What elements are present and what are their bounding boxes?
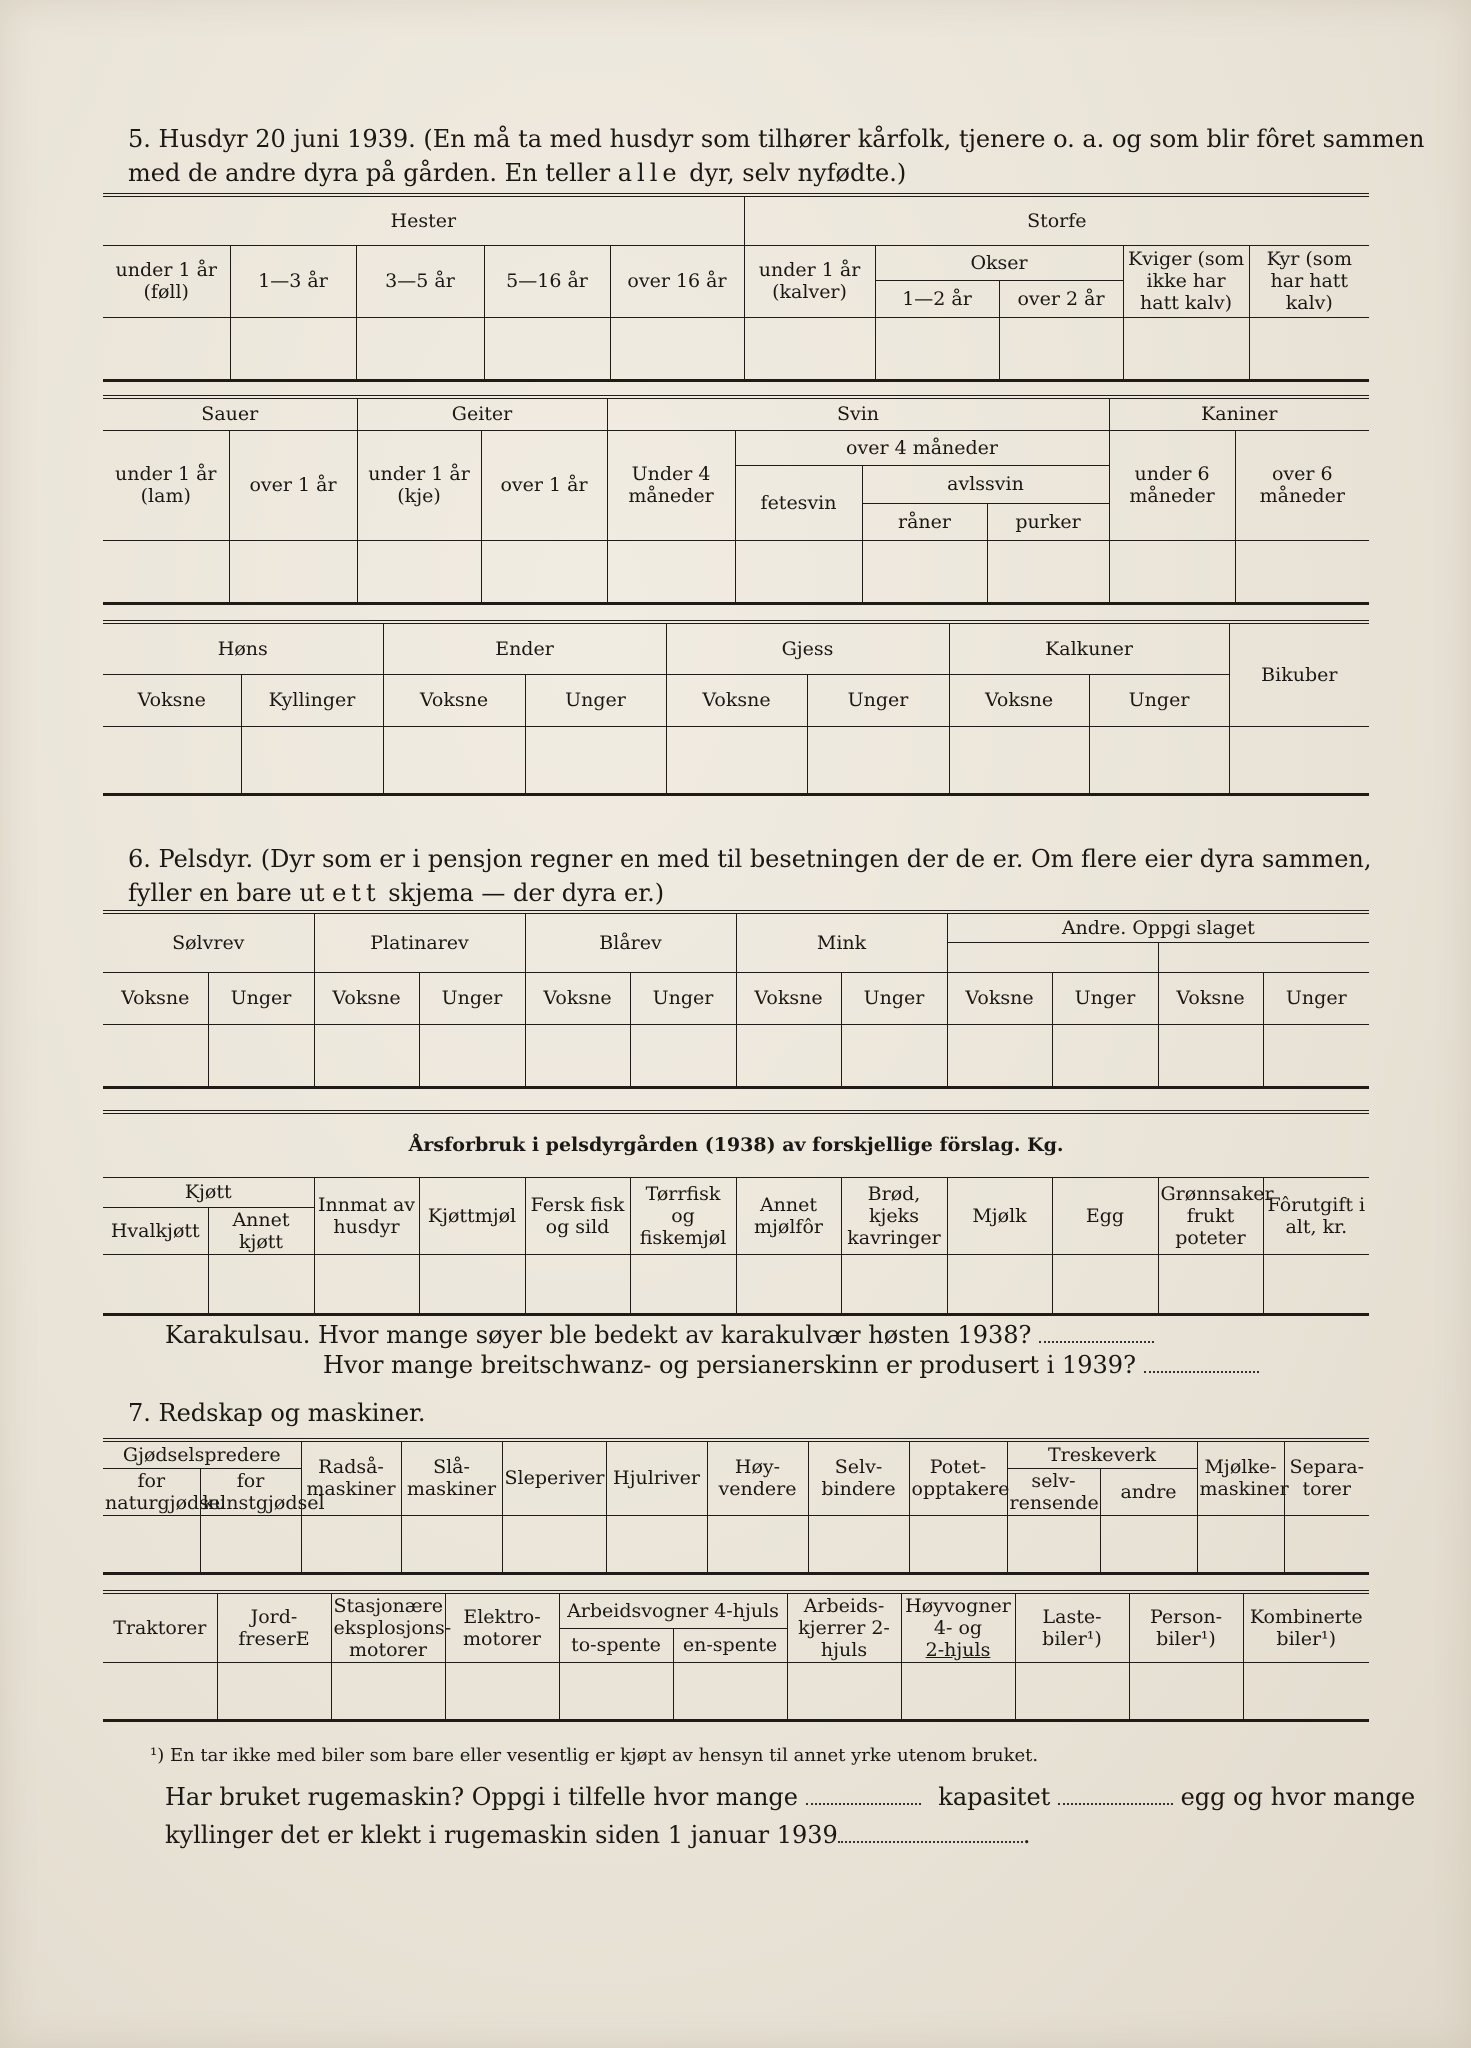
karakul-answer-2[interactable] [1144,1351,1259,1373]
header-geiter: Geiter [357,397,607,430]
col-kalkuner-voksne: Voksne [949,674,1089,726]
header-kalkuner: Kalkuner [949,622,1229,674]
footnote: ¹) En tar ikke med biler som bare eller vesentlig er kjøpt av hensyn til annet yrke utenom bruket. [150,1745,1039,1766]
col-geiter-under1: under 1 år (kje) [357,430,481,540]
col-selvbindere: Selv-bindere [808,1440,909,1515]
entry-cell[interactable] [707,1515,808,1573]
table-pelsdyr [103,910,1369,1089]
entry-cell[interactable] [229,540,357,603]
entry-cell[interactable] [1229,726,1369,794]
entry-cell[interactable] [1100,1515,1197,1573]
col-hester-1-3: 1—3 år [230,245,356,317]
header-ender: Ender [383,622,666,674]
arsforbruk-title: Årsforbruk i pelsdyrgården (1938) av forskjellige förslag. Kg. [103,1112,1369,1177]
col-okser: Okser [875,245,1123,280]
entry-cell[interactable] [1123,317,1249,380]
entry-cell[interactable] [241,726,383,794]
entry-cell[interactable] [103,1515,200,1573]
col-svin-under4: Under 4 måneder [607,430,735,540]
col-gjess-unger: Unger [807,674,949,726]
entry-cell[interactable] [841,1254,947,1314]
col-voksne: Voksne [525,972,630,1024]
entry-cell[interactable] [1015,1663,1129,1721]
header-hester: Hester [103,195,744,245]
entry-cell[interactable] [559,1663,673,1721]
col-hjulriver: Hjulriver [606,1440,707,1515]
col-personbiler: Person-biler¹) [1129,1592,1243,1663]
entry-cell[interactable] [1263,1024,1369,1087]
entry-cell[interactable] [357,540,481,603]
entry-cell[interactable] [735,540,862,603]
entry-cell[interactable] [208,1024,314,1087]
entry-cell[interactable] [630,1254,736,1314]
header-storfe: Storfe [744,195,1369,245]
entry-cell[interactable] [103,1024,208,1087]
entry-cell[interactable] [314,1254,419,1314]
col-arbeidsvogner: Arbeidsvogner 4-hjuls [559,1592,787,1628]
andre-slag-2[interactable] [1158,942,1369,972]
col-forutgift: Fôrutgift i alt, kr. [1263,1177,1369,1254]
col-ender-voksne: Voksne [383,674,525,726]
col-sauer-over1: over 1 år [229,430,357,540]
col-purker: purker [987,503,1109,540]
entry-cell[interactable] [383,726,525,794]
col-unger: Unger [1052,972,1158,1024]
col-storfe-under1: under 1 år (kalver) [744,245,875,317]
entry-cell[interactable] [862,540,987,603]
col-gjess-voksne: Voksne [666,674,807,726]
entry-cell[interactable] [610,317,744,380]
col-sla: Slå-maskiner [401,1440,502,1515]
entry-cell[interactable] [736,1024,841,1087]
entry-cell[interactable] [1158,1024,1263,1087]
col-kyr: Kyr (som har hatt kalv) [1249,245,1369,317]
col-hester-over16: over 16 år [610,245,744,317]
col-lastebiler: Laste-biler¹) [1015,1592,1129,1663]
col-kjottmjol: Kjøttmjøl [419,1177,525,1254]
entry-cell[interactable] [787,1663,901,1721]
col-arbeidskjerrer: Arbeids-kjerrer 2-hjuls [787,1592,901,1663]
entry-cell[interactable] [1197,1515,1284,1573]
entry-cell[interactable] [875,317,999,380]
col-hons-kyllinger: Kyllinger [241,674,383,726]
section-6-line2: fyller en bare ut ett skjema — der dyra er.) [128,879,665,907]
col-fetesvin: fetesvin [735,465,862,540]
entry-cell[interactable] [525,1024,630,1087]
karakul-answer-1[interactable] [1039,1321,1154,1343]
entry-cell[interactable] [666,726,807,794]
entry-cell[interactable] [807,726,949,794]
col-voksne: Voksne [947,972,1052,1024]
entry-cell[interactable] [103,726,241,794]
col-unger: Unger [841,972,947,1024]
entry-cell[interactable] [630,1024,736,1087]
header-solvrev: Sølvrev [103,912,314,972]
col-ender-unger: Unger [525,674,666,726]
col-kaniner-over6: over 6 måneder [1235,430,1369,540]
entry-cell[interactable] [525,726,666,794]
entry-cell[interactable] [1158,1254,1263,1314]
col-hons-voksne: Voksne [103,674,241,726]
entry-cell[interactable] [1243,1663,1369,1721]
col-voksne: Voksne [736,972,841,1024]
col-mjolk: Mjølk [947,1177,1052,1254]
header-blarev: Blårev [525,912,736,972]
col-stasjonaere-motorer: Stasjonære eksplosjons-motorer [331,1592,445,1663]
col-jordfresere: Jord-freserE [217,1592,331,1663]
section-6-heading [128,842,1372,910]
entry-cell[interactable] [673,1663,787,1721]
col-gjodselspredere: Gjødselspredere [103,1440,301,1468]
col-voksne: Voksne [314,972,419,1024]
col-voksne: Voksne [1158,972,1263,1024]
col-egg: Egg [1052,1177,1158,1254]
header-bikuber: Bikuber [1229,622,1369,726]
col-gronnsaker: Grønnsaker frukt poteter [1158,1177,1263,1254]
col-unger: Unger [208,972,314,1024]
col-torrfisk: Tørrfisk og fiskemjøl [630,1177,736,1254]
header-hons: Høns [103,622,383,674]
entry-cell[interactable] [808,1515,909,1573]
rugemaskin-antall-field[interactable] [806,1783,921,1805]
entry-cell[interactable] [909,1515,1007,1573]
section-7-heading: 7. Redskap og maskiner. [128,1399,426,1427]
col-radsa: Radså-maskiner [301,1440,401,1515]
header-andre: Andre. Oppgi slaget [947,912,1369,942]
col-annetmjol: Annet mjølfôr [736,1177,841,1254]
entry-cell[interactable] [525,1254,630,1314]
entry-cell[interactable] [419,1254,525,1314]
col-ferskfisk: Fersk fisk og sild [525,1177,630,1254]
section-5-line1: 5. Husdyr 20 juni 1939. (En må ta med husdyr som tilhører kårfolk, tjenere o. a. og som blir fôret sammen [128,125,1425,153]
entry-cell[interactable] [314,1024,419,1087]
header-kaniner: Kaniner [1109,397,1369,430]
andre-slag-1[interactable] [947,942,1158,972]
col-kunstgjodsel: for kunstgjødsel [200,1468,301,1515]
entry-cell[interactable] [999,317,1123,380]
col-hoyvendere: Høy-vendere [707,1440,808,1515]
col-okser-1-2: 1—2 år [875,280,999,317]
entry-cell[interactable] [502,1515,606,1573]
entry-cell[interactable] [217,1663,331,1721]
entry-cell[interactable] [103,540,229,603]
table-traktorer-biler [103,1590,1369,1722]
entry-cell[interactable] [744,317,875,380]
table-redskap [103,1438,1369,1575]
entry-cell[interactable] [356,317,484,380]
entry-cell[interactable] [419,1024,525,1087]
col-annetkjott: Annet kjøtt [208,1207,314,1254]
entry-cell[interactable] [1052,1254,1158,1314]
entry-cell[interactable] [841,1024,947,1087]
col-voksne: Voksne [103,972,208,1024]
entry-cell[interactable] [736,1254,841,1314]
header-mink: Mink [736,912,947,972]
entry-cell[interactable] [1109,540,1235,603]
entry-cell[interactable] [103,1663,217,1721]
col-avlssvin: avlssvin [862,465,1109,503]
col-innmat: Innmat av husdyr [314,1177,419,1254]
entry-cell[interactable] [947,1254,1052,1314]
entry-cell[interactable] [1089,726,1229,794]
col-raner: råner [862,503,987,540]
entry-cell[interactable] [1007,1515,1100,1573]
entry-cell[interactable] [1129,1663,1243,1721]
entry-cell[interactable] [1235,540,1369,603]
header-gjess: Gjess [666,622,949,674]
header-sauer: Sauer [103,397,357,430]
rugemaskin-kyllinger-field[interactable] [838,1821,1023,1843]
col-hester-3-5: 3—5 år [356,245,484,317]
entry-cell[interactable] [1249,317,1369,380]
entry-cell[interactable] [103,1254,208,1314]
entry-cell[interactable] [301,1515,401,1573]
table-hester-storfe [103,193,1369,382]
section-6-line1: 6. Pelsdyr. (Dyr som er i pensjon regner en med til besetningen der de er. Om flere eier dyra sammen, [128,845,1372,873]
entry-cell[interactable] [949,726,1089,794]
col-unger: Unger [419,972,525,1024]
entry-cell[interactable] [1284,1515,1369,1573]
entry-cell[interactable] [230,317,356,380]
col-treskeverk-andre: andre [1100,1468,1197,1515]
col-unger: Unger [630,972,736,1024]
col-mjolkemaskiner: Mjølke-maskiner [1197,1440,1284,1515]
col-hester-5-16: 5—16 år [484,245,610,317]
rugemaskin-kapasitet-field[interactable] [1058,1783,1173,1805]
entry-cell[interactable] [607,540,735,603]
col-hester-under1: under 1 år (føll) [103,245,230,317]
col-kviger: Kviger (som ikke har hatt kalv) [1123,245,1249,317]
col-kombinerte-biler: Kombinerte biler¹) [1243,1592,1369,1663]
col-kjott: Kjøtt [103,1177,314,1207]
table-fjorfe-bikuber [103,620,1369,796]
col-selvrensende: selv-rensende [1007,1468,1100,1515]
entry-cell[interactable] [481,540,607,603]
table-sauer-geiter-svin-kaniner [103,395,1369,605]
header-svin: Svin [607,397,1109,430]
entry-cell[interactable] [103,317,230,380]
entry-cell[interactable] [947,1024,1052,1087]
col-hvalkjott: Hvalkjøtt [103,1207,208,1254]
col-kaniner-under6: under 6 måneder [1109,430,1235,540]
col-unger: Unger [1263,972,1369,1024]
section-5-line2: med de andre dyra på gården. En teller alle dyr, selv nyfødte.) [128,159,907,187]
entry-cell[interactable] [987,540,1109,603]
entry-cell[interactable] [208,1254,314,1314]
rugemaskin-line-2: kyllinger det er klekt i rugemaskin siden 1 januar 1939 . [165,1821,1031,1849]
col-okser-over2: over 2 år [999,280,1123,317]
col-svin-over4: over 4 måneder [735,430,1109,465]
entry-cell[interactable] [200,1515,301,1573]
entry-cell[interactable] [1052,1024,1158,1087]
col-to-spente: to-spente [559,1628,673,1662]
col-potetopptakere: Potet-opptakere [909,1440,1007,1515]
karakul-question-1: Karakulsau. Hvor mange søyer ble bedekt av karakulvær høsten 1938? [165,1318,1154,1352]
entry-cell[interactable] [401,1515,502,1573]
table-arsforbruk [103,1110,1369,1316]
col-sleperiver: Sleperiver [502,1440,606,1515]
entry-cell[interactable] [484,317,610,380]
section-5-heading [128,122,1425,190]
col-traktorer: Traktorer [103,1592,217,1663]
col-elektromotorer: Elektro-motorer [445,1592,559,1663]
col-en-spente: en-spente [673,1628,787,1662]
entry-cell[interactable] [445,1663,559,1721]
col-kalkuner-unger: Unger [1089,674,1229,726]
header-platinarev: Platinarev [314,912,525,972]
col-brod: Brød, kjeks kavringer [841,1177,947,1254]
entry-cell[interactable] [606,1515,707,1573]
rugemaskin-line-1: Har bruket rugemaskin? Oppgi i tilfelle hvor mange kapasitet egg og hvor mange [165,1783,1416,1811]
col-geiter-over1: over 1 år [481,430,607,540]
col-hoyvogner: Høyvogner 4- og 2-hjuls [901,1592,1015,1663]
entry-cell[interactable] [331,1663,445,1721]
entry-cell[interactable] [901,1663,1015,1721]
col-sauer-under1: under 1 år (lam) [103,430,229,540]
col-treskeverk: Treskeverk [1007,1440,1197,1468]
col-separatorer: Separa-torer [1284,1440,1369,1515]
karakul-question-2: Hvor mange breitschwanz- og persianerskinn er produsert i 1939? [323,1348,1259,1382]
col-naturgjodsel: for naturgjødsel [105,1469,227,1514]
entry-cell[interactable] [1263,1254,1369,1314]
